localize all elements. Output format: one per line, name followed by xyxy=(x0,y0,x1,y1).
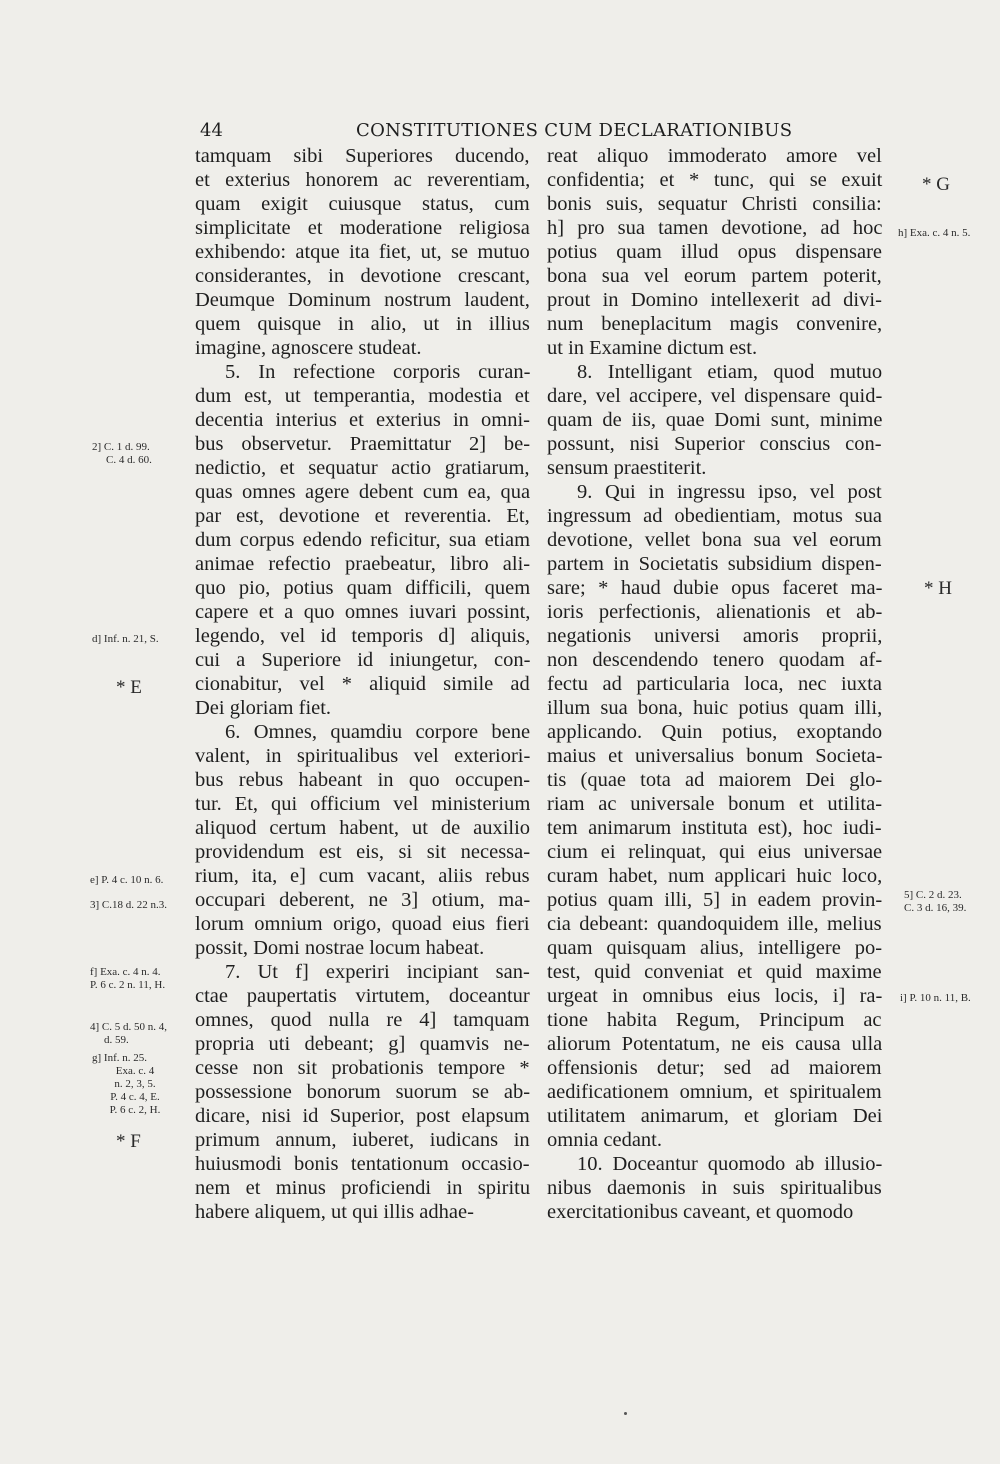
text-line: quem quisque in alio, ut in illius xyxy=(195,313,530,335)
text-line: fectu ad particularia loca, nec iuxta xyxy=(547,673,882,695)
text-line: quam quisquam alius, intelligere po- xyxy=(547,937,883,959)
text-line: devotione, vellet bona sua vel eorum xyxy=(547,529,882,551)
margin-note-line: 2] C. 1 d. 99. xyxy=(92,441,150,453)
text-line: cui a Superiore id iniungetur, con- xyxy=(195,649,531,671)
margin-note-line: Exa. c. 4 xyxy=(115,1065,155,1077)
text-line: dicare, nisi id Superior, post elapsum xyxy=(195,1105,530,1127)
text-line: confidentia; et * tunc, qui se exuit xyxy=(547,169,883,191)
text-line: cionabitur, vel * aliquid simile ad xyxy=(195,673,530,695)
text-line: 7. Ut f] experiri incipiant san- xyxy=(225,961,530,983)
text-line: occupari deberent, ne 3] otium, ma- xyxy=(195,889,531,911)
text-line: maius et universalius bonum Societa- xyxy=(547,745,883,767)
margin-note-3: 3] C.18 d. 22 n.3. xyxy=(90,899,167,911)
margin-note-line: P. 6 c. 2 n. 11, H. xyxy=(90,979,166,991)
margin-note-2 xyxy=(92,441,152,467)
margin-note-f xyxy=(90,966,165,992)
marginal-marker-h: * H xyxy=(924,578,952,599)
text-line: Deumque Dominum nostrum laudent, xyxy=(195,289,530,311)
text-line: urgeat in omnibus eius locis, i] ra- xyxy=(547,985,883,1007)
marginal-marker-g: * G xyxy=(922,174,950,195)
text-line: huiusmodi bonis tentationum occasio- xyxy=(195,1153,530,1175)
text-line: ingressum ad obedientiam, motus sua xyxy=(547,505,883,527)
text-line: prout in Domino intellexerit ad divi- xyxy=(547,289,882,311)
text-line: considerantes, in devotione crescant, xyxy=(195,265,531,287)
text-line: utilitatem animarum, et gloriam Dei xyxy=(547,1105,883,1127)
text-line: 9. Qui in ingressu ipso, vel post xyxy=(577,481,882,503)
text-line: possessione bonorum suorum se ab- xyxy=(195,1081,531,1103)
text-line: sare; * haud dubie opus faceret ma- xyxy=(547,577,883,599)
text-line: tis (quae tota ad maiorem Dei glo- xyxy=(547,769,883,791)
text-line: offensionis detur; sed ad maiorem xyxy=(547,1057,882,1079)
text-line: tione habita Regum, Principum ac xyxy=(547,1009,882,1031)
text-line: quam exigit cuiusque status, cum xyxy=(195,193,530,215)
margin-note-line: P. 4 c. 4, E. xyxy=(110,1091,160,1103)
text-line: ut in Examine dictum est. xyxy=(547,337,758,359)
text-line: dum est, ut temperantia, modestia et xyxy=(195,385,530,407)
text-line: h] pro sua tamen devotione, ad hoc xyxy=(547,217,883,239)
text-line: quam de iis, quae Domi sunt, minime xyxy=(547,409,883,431)
margin-note-line: 5] C. 2 d. 23. xyxy=(904,889,962,901)
text-line: omnes, quod nulla re 4] tamquam xyxy=(195,1009,530,1031)
text-line: potius quam illi, 5] in eadem provin- xyxy=(547,889,883,911)
text-line: tur. Et, qui officium vel ministerium xyxy=(195,793,531,815)
text-line: rium, ita, e] cum vacant, aliis rebus xyxy=(195,865,530,887)
text-line: sensum praestiterit. xyxy=(547,457,707,479)
text-line: test, quid conveniat et quid maxime xyxy=(547,961,882,983)
text-line: nibus daemonis in suis spiritualibus xyxy=(547,1177,882,1199)
text-line: bonis suis, sequatur Christi consilia: xyxy=(547,193,882,215)
text-line: ioris perfectionis, alienationis et ab- xyxy=(547,601,883,623)
text-line: riam ac universale bonum et utilita- xyxy=(547,793,883,815)
text-line: par est, devotione et reverentia. Et, xyxy=(195,505,530,527)
text-line: tem animarum instituta est), hoc iudi- xyxy=(547,817,882,839)
text-line: quas omnes agere debent cum ea, qua xyxy=(195,481,531,503)
text-line: curam habet, num applicari huic loco, xyxy=(547,865,883,887)
margin-note-g xyxy=(92,1052,178,1117)
text-line: animae refectio praebeatur, libro ali- xyxy=(195,553,531,575)
text-line: 8. Intelligant etiam, quod mutuo xyxy=(577,361,883,383)
marginal-marker-f: * F xyxy=(116,1131,141,1152)
text-line: habere aliquem, ut qui illis adhae- xyxy=(195,1201,474,1223)
margin-note-line: C. 4 d. 60. xyxy=(106,454,152,466)
text-line: legendo, vel id temporis d] aliquis, xyxy=(195,625,531,647)
margin-note-h: h] Exa. c. 4 n. 5. xyxy=(898,227,971,239)
text-line: quo pio, potius quam difficili, quem xyxy=(195,577,531,599)
text-line: aedificationem omnium, et spiritualem xyxy=(547,1081,882,1103)
text-line: exhibendo: atque ita fiet, ut, se mutuo xyxy=(195,241,530,263)
text-line: exercitationibus caveant, et quomodo xyxy=(547,1201,854,1223)
text-line: cia debeant: quandoquidem ille, melius xyxy=(547,913,882,935)
text-line: bus rebus habeant in quo occupen- xyxy=(195,769,531,791)
text-line: valent, in spiritualibus vel exteriori- xyxy=(195,745,531,767)
margin-note-line: d. 59. xyxy=(104,1034,129,1046)
margin-note-line: P. 6 c. 2, H. xyxy=(109,1104,161,1116)
text-line: omnia cedant. xyxy=(547,1129,662,1151)
text-line: nedictio, et sequatur actio gratiarum, xyxy=(195,457,530,479)
text-line: simplicitate et moderatione religiosa xyxy=(195,217,530,239)
text-line: possunt, nisi Superior conscius con- xyxy=(547,433,882,455)
margin-note-5 xyxy=(904,889,966,915)
margin-note-i: i] P. 10 n. 11, B. xyxy=(900,992,971,1004)
text-line: negationis universi amoris proprii, xyxy=(547,625,883,647)
margin-note-4 xyxy=(90,1021,167,1047)
margin-note-line: 4] C. 5 d. 50 n. 4, xyxy=(90,1021,167,1033)
text-line: capere et a quo omnes iuvari possint, xyxy=(195,601,531,623)
text-line: bus observetur. Praemittatur 2] be- xyxy=(195,433,531,455)
margin-note-line: n. 2, 3, 5. xyxy=(114,1078,156,1090)
text-line: nem et minus proficiendi in spiritu xyxy=(195,1177,531,1199)
text-line: imagine, agnoscere studeat. xyxy=(195,337,422,359)
text-line: partem in Societatis subsidium dispen- xyxy=(547,553,882,575)
page-number: 44 xyxy=(200,120,223,141)
margin-note-d: d] Inf. n. 21, S. xyxy=(92,633,159,645)
text-line: cesse non sit probationis tempore * xyxy=(195,1057,530,1079)
text-line: cium ei relinquat, qui eius universae xyxy=(547,841,883,863)
text-line: providendum est eis, si sit necessa- xyxy=(195,841,531,863)
text-line: tamquam sibi Superiores ducendo, xyxy=(195,145,530,167)
text-line: 10. Doceantur quomodo ab illusio- xyxy=(577,1153,883,1175)
text-line: reat aliquo immoderato amore vel xyxy=(547,145,882,167)
margin-note-line: C. 3 d. 16, 39. xyxy=(904,902,967,914)
text-line: applicando. Quin potius, exoptando xyxy=(547,721,883,743)
text-line: aliorum Potentatum, ne eis causa ulla xyxy=(547,1033,883,1055)
text-line: dum corpus edendo reficitur, sua etiam xyxy=(195,529,531,551)
text-line: possit, Domi nostrae locum habeat. xyxy=(195,937,485,959)
text-line: bona sua vel eorum partem poterit, xyxy=(547,265,882,287)
margin-note-line: g] Inf. n. 25. xyxy=(92,1052,147,1064)
text-line: propria uti debeant; g] quamvis ne- xyxy=(195,1033,530,1055)
text-line: dare, vel accipere, vel dispensare quid- xyxy=(547,385,883,407)
text-line: 5. In refectione corporis curan- xyxy=(225,361,531,383)
text-line: illum sua bona, huic potius quam illi, xyxy=(547,697,883,719)
margin-note-line: f] Exa. c. 4 n. 4. xyxy=(90,966,161,978)
text-line: ctae paupertatis virtutem, doceantur xyxy=(195,985,530,1007)
text-line: primum annum, iuberet, iudicans in xyxy=(195,1129,530,1151)
text-line: Dei gloriam fiet. xyxy=(195,697,332,719)
text-line: aliquod certum habent, ut de auxilio xyxy=(195,817,531,839)
margin-note-e: e] P. 4 c. 10 n. 6. xyxy=(90,874,164,886)
text-line: potius quam illud opus dispensare xyxy=(547,241,883,263)
text-line: 6. Omnes, quamdiu corpore bene xyxy=(225,721,531,743)
text-line: num beneplacitum magis convenire, xyxy=(547,313,883,335)
running-title: CONSTITUTIONES CUM DECLARATIONIBUS xyxy=(356,120,793,141)
text-line: et exterius honorem ac reverentiam, xyxy=(195,169,531,191)
text-line: lorum omnium origo, quoad eius fieri xyxy=(195,913,530,935)
marginal-marker-e: * E xyxy=(116,677,142,698)
text-line: non descendendo tenero quodam af- xyxy=(547,649,883,671)
text-line: decentia interius et exterius in omni- xyxy=(195,409,531,431)
ink-speck xyxy=(624,1412,627,1415)
